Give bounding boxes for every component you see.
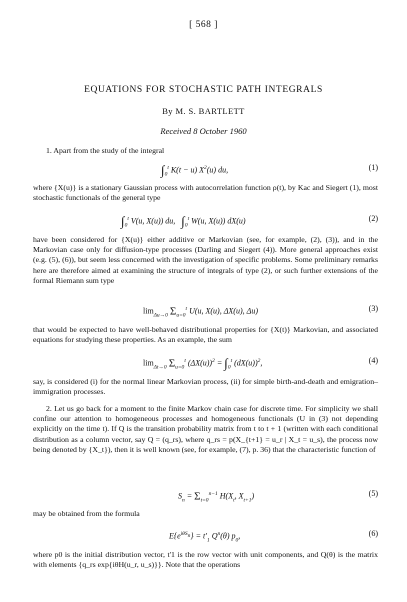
equation-2: $\int_0^t$ V(u, X(u)) du, $\int_0^t$ W(u, X(u)) dX(u) (2) xyxy=(33,209,378,229)
equation-1: $\int_0^t$ K(t − u) $X^2(u)$ du, (1) xyxy=(33,158,378,178)
equation-5: $S_n = \Sigma_{t=0}^{n-1}$ $H(X_t$, $X_{t+1}$) (5) xyxy=(33,484,378,504)
paragraph-8: where p0 is the initial distribution vector, t'1 is the row vector with unit components, and Q(θ) is the matrix with elements {q_rs exp{iθH(u_r, u_s)}}. Note that the operations xyxy=(33,550,378,570)
paragraph-3: have been considered for {X(u)} either additive or Markovian (see, for example, (2), (3)), and in the Markovian case only for diffusion-type processes (Darling and Siegert (4)). More general approaches exist (e.g. (5), (6)), but seem less concerned with the investigation of specific problems. Some preliminary remarks here are therefore aimed at examining the structure of integrals of type (2), or such further extensions of the formal Riemann sum type xyxy=(33,235,378,285)
paragraph-4: that would be expected to have well-behaved distributional properties for {X(t)} Markovian, and associated equations for studying these properties. As an example, the sum xyxy=(33,325,378,345)
equation-5-number: (5) xyxy=(368,489,378,498)
equation-1-number: (1) xyxy=(368,163,378,172)
equation-4: $\lim_{\Delta t\to 0} \Sigma_{u=0}^t$ $(\Delta X(u))^2 = \int_0^t$ $(dX(u))^2$, (4) xyxy=(33,351,378,371)
paragraph-6: 2. Let us go back for a moment to the finite Markov chain case for discrete time. For simplicity we shall confine our attention to homogeneous processes and homogeneous functionals (U in (3) not depending explicitly on the time t). If Q is the transition probability matrix from t to t + 1 (written with each conditional distribution as a column vector, say Q = (q_rs), where q_rs = p(X_{t+1} = u_r | X_t = u_s), the process now being denoted by {X_t}), then it is well known (see, for example, (7), p. 36) that the characteristic function of xyxy=(33,404,378,454)
equation-2-number: (2) xyxy=(368,214,378,223)
paragraph-1: 1. Apart from the study of the integral xyxy=(46,146,165,155)
paragraph-2: where {X(u)} is a stationary Gaussian process with autocorrelation function ρ(t), by Kac and Siegert (1), most stochastic functionals of the general type xyxy=(33,183,378,203)
equation-6: $E\{e^{i\theta S_n}\} = t'_1$ $Q^n(\theta)$ $p_0$, (6) xyxy=(33,524,378,544)
equation-3: $\lim_{\Delta u\to 0} \Sigma_{u=0}^t$ U(u, X(u), ΔX(u), Δu) (3) xyxy=(33,299,378,319)
article-title: EQUATIONS FOR STOCHASTIC PATH INTEGRALS xyxy=(84,85,323,95)
equation-6-number: (6) xyxy=(368,529,378,538)
paragraph-5: say, is considered (i) for the normal linear Markovian process, (ii) for simple birth-and-death and emigration–immigration processes. xyxy=(33,377,378,397)
received-date: Received 8 October 1960 xyxy=(160,126,247,136)
author-line: By M. S. BARTLETT xyxy=(162,106,245,116)
page-number: [ 568 ] xyxy=(189,20,218,30)
equation-4-number: (4) xyxy=(368,356,378,365)
equation-3-number: (3) xyxy=(368,304,378,313)
paragraph-7: may be obtained from the formula xyxy=(33,509,140,518)
